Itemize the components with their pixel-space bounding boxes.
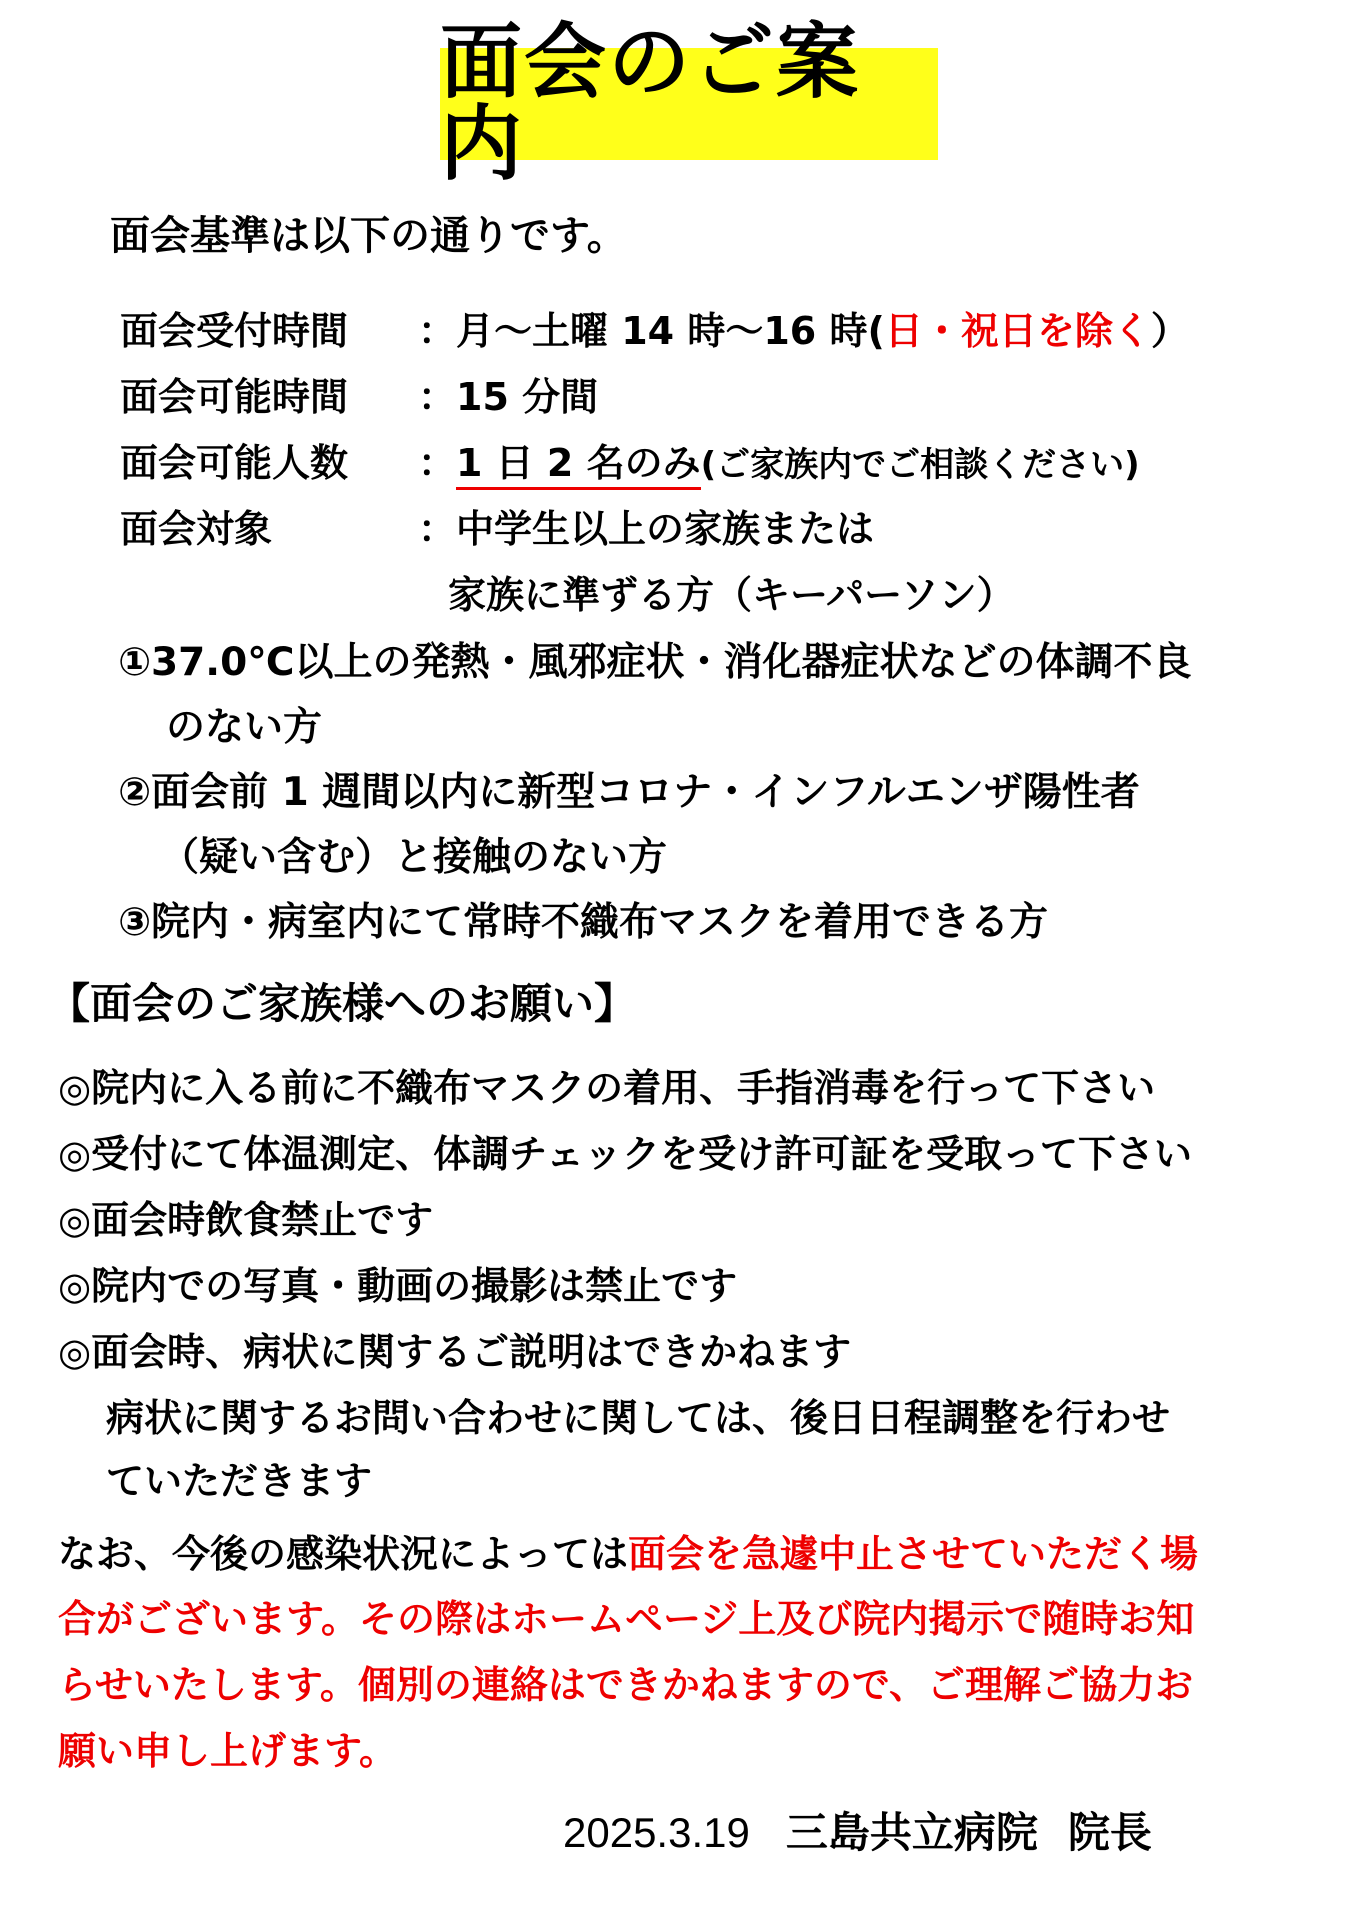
condition-2: ②面会前 1 週間以内に新型コロナ・インフルエンザ陽性者 bbox=[118, 770, 1140, 815]
hours-label: 面会受付時間 bbox=[120, 309, 349, 353]
duration-row bbox=[120, 375, 599, 419]
target-value-continued: 家族に準ずる方（キーパーソン） bbox=[448, 573, 1015, 617]
hours-paren-close: ） bbox=[1150, 309, 1189, 353]
request-continuation: ていただきます bbox=[106, 1459, 373, 1503]
notice-line-1 bbox=[58, 1532, 1199, 1576]
requests-heading: 【面会のご家族様へのお願い】 bbox=[48, 979, 637, 1028]
people-value: 1 日 2 名のみ bbox=[456, 441, 701, 490]
hours-paren-open: ( bbox=[867, 309, 885, 353]
notice-black-part: なお、今後の感染状況によっては bbox=[58, 1532, 629, 1576]
signature-hospital: 三島共立病院 bbox=[785, 1808, 1038, 1857]
request-item: ◎面会時、病状に関するご説明はできかねます bbox=[58, 1330, 852, 1374]
request-item: ◎面会時飲食禁止です bbox=[58, 1198, 434, 1242]
request-item: ◎受付にて体温測定、体調チェックを受け許可証を受取って下さい bbox=[58, 1132, 1193, 1176]
duration-value: ：15 分間 bbox=[418, 375, 599, 419]
people-label: 面会可能人数 bbox=[120, 441, 349, 485]
request-item: ◎院内に入る前に不織布マスクの着用、手指消毒を行って下さい bbox=[58, 1066, 1156, 1110]
condition-1-continued: のない方 bbox=[166, 705, 323, 750]
signature-date: 2025.3.19 bbox=[563, 1809, 750, 1856]
people-note: (ご家族内でご相談ください) bbox=[700, 445, 1140, 485]
condition-1: ①37.0℃以上の発熱・風邪症状・消化器症状などの体調不良 bbox=[118, 640, 1192, 685]
duration-label: 面会可能時間 bbox=[120, 375, 349, 419]
title-banner bbox=[440, 15, 938, 192]
notice-red-part: 面会を急遽中止させていただく場 bbox=[628, 1532, 1199, 1576]
condition-2-continued: （疑い含む）と接触のない方 bbox=[160, 835, 668, 880]
page-title: 面会のご案内 bbox=[440, 15, 861, 192]
hours-value: ：月～土曜 14 時～16 時 bbox=[418, 309, 868, 353]
notice-line-2: 合がございます。その際はホームページ上及び院内掲示で随時お知 bbox=[58, 1597, 1195, 1641]
people-colon: ： bbox=[418, 441, 457, 485]
notice-line-3: らせいたします。個別の連絡はできかねますので、ご理解ご協力お bbox=[58, 1663, 1194, 1707]
notice-line-4: 願い申し上げます。 bbox=[58, 1729, 397, 1773]
signature-title: 院長 bbox=[1067, 1808, 1152, 1857]
intro-text: 面会基準は以下の通りです。 bbox=[110, 213, 627, 259]
target-row bbox=[120, 507, 875, 551]
target-value: ：中学生以上の家族または bbox=[418, 507, 875, 551]
request-item: ◎院内での写真・動画の撮影は禁止です bbox=[58, 1264, 738, 1308]
target-label: 面会対象 bbox=[120, 507, 273, 551]
request-continuation: 病状に関するお問い合わせに関しては、後日日程調整を行わせ bbox=[106, 1396, 1171, 1440]
condition-3: ③院内・病室内にて常時不織布マスクを着用できる方 bbox=[118, 900, 1049, 945]
people-row bbox=[120, 441, 1140, 485]
hours-exception: 日・祝日を除く bbox=[884, 309, 1151, 353]
signature bbox=[563, 1808, 1152, 1857]
hours-row bbox=[120, 309, 1189, 353]
